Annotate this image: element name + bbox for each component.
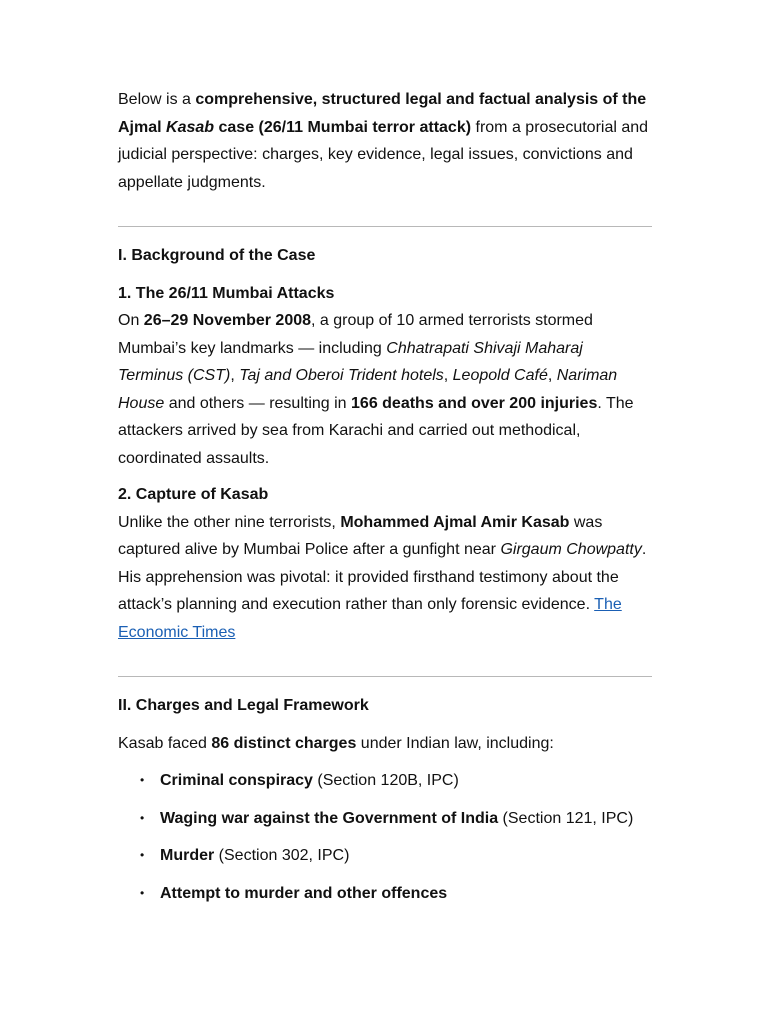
list-item: • Attempt to murder and other offences	[118, 880, 652, 908]
location-girgaum: Girgaum Chowpatty	[500, 541, 642, 558]
section-2-title: II. Charges and Legal Framework	[118, 697, 369, 714]
intro-bold-case: case (26/11 Mumbai terror attack)	[214, 118, 472, 136]
subsection-1-paragraph: On 26–29 November 2008, a group of 10 armed terrorists stormed Mumbai’s key landmarks — including Chhatrapati Shivaji Maharaj Terminus (CST), Taj and Oberoi Trident hotels, Leopold Café, Nariman House and others — resulting in 166 deaths and over 200 injuries. The attackers arrived by sea from Karachi and carried out methodical, coordinated assaults.	[118, 312, 634, 467]
landmark-nariman: Nariman House	[118, 367, 618, 412]
intro-paragraph	[118, 86, 652, 196]
section-1-title: I. Background of the Case	[118, 247, 316, 264]
list-item: • Criminal conspiracy (Section 120B, IPC)	[118, 767, 652, 795]
subsection-2-heading: 2. Capture of Kasab	[118, 486, 269, 503]
intro-text: Below is a	[118, 91, 196, 108]
kasab-name: Mohammed Ajmal Amir Kasab	[340, 513, 570, 531]
casualty-count: 166 deaths and over 200 injuries	[351, 394, 598, 412]
document-body	[118, 86, 652, 907]
subsection-1-heading: 1. The 26/11 Mumbai Attacks	[118, 284, 335, 302]
attack-dates: 26–29 November 2008	[143, 312, 312, 329]
intro-bold: comprehensive, structured legal and factual analysis of the Ajmal	[118, 91, 647, 136]
source-link[interactable]: The Economic Times	[118, 596, 622, 641]
subsection-2-paragraph: Unlike the other nine terrorists, Mohammed Ajmal Amir Kasab was captured alive by Mumbai Police after a gunfight near Girgaum Chowpatty. His apprehension was pivotal: it provided firsthand testimony about the attack’s planning and execution rather than only forensic evidence. The Economic Times	[118, 513, 647, 641]
list-item: • Murder (Section 302, IPC)	[118, 842, 652, 870]
landmark-hotels: Taj and Oberoi Trident hotels	[239, 367, 444, 384]
charges-count: 86 distinct charges	[211, 734, 357, 752]
landmark-cst: Chhatrapati Shivaji Maharaj Terminus (CST)	[118, 339, 583, 384]
list-item: • Waging war against the Government of India (Section 121, IPC)	[118, 805, 652, 833]
intro-text-end: from a prosecutorial and judicial perspective: charges, key evidence, legal issues, convictions and appellate judgments.	[118, 118, 649, 191]
landmark-leopold: Leopold Café	[452, 367, 548, 384]
charges-lead: Kasab faced 86 distinct charges under Indian law, including:	[118, 734, 554, 752]
charges-list	[118, 767, 652, 907]
intro-italic-kasab: Kasab	[166, 118, 215, 136]
